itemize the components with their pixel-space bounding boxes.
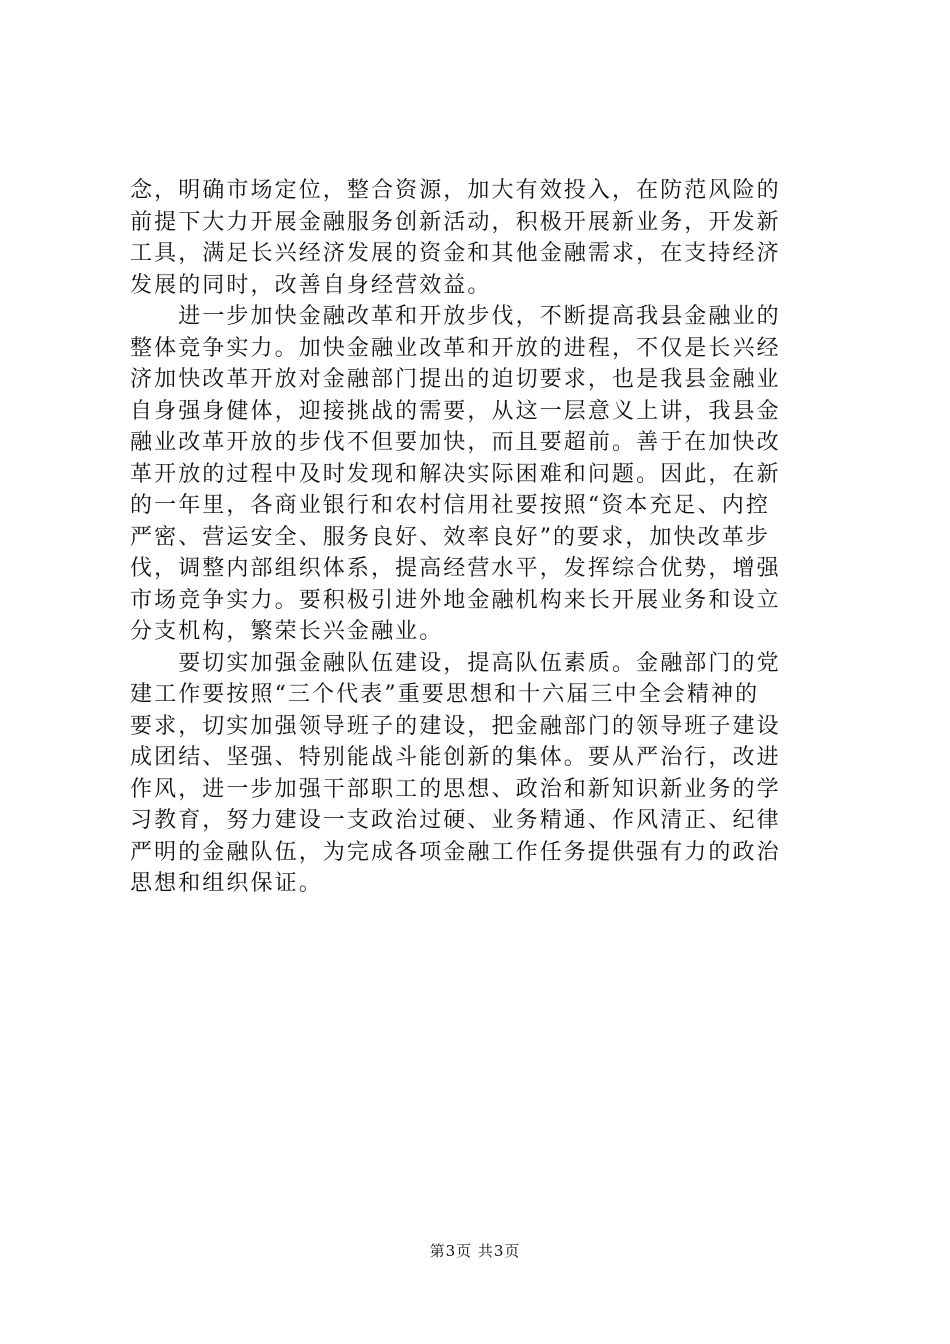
page-footer: 第3页 共3页 [429, 1242, 521, 1260]
text-line: 济加快改革开放对金融部门提出的迫切要求，也是我县金融业 [130, 367, 781, 392]
text-line: 严密、营运安全、服务良好、效率良好”的要求，加快改革步 [130, 524, 770, 550]
text-line: 进一步加快金融改革和开放步伐，不断提高我县金融业的 [130, 304, 781, 329]
text-line: 自身强身健体，迎接挑战的需要，从这一层意义上讲，我县金 [130, 398, 781, 424]
text-line: 思想和组织保证。 [130, 871, 323, 896]
text-line: 前提下大力开展金融服务创新活动，积极开展新业务，开发新 [130, 209, 781, 235]
text-line: 革开放的过程中及时发现和解决实际困难和问题。因此，在新 [130, 461, 781, 487]
text-line: 伐，调整内部组织体系，提高经营水平，发挥综合优势，增强 [130, 556, 781, 581]
text-line: 分支机构，繁荣长兴金融业。 [130, 619, 444, 644]
text-line: 成团结、坚强、特别能战斗能创新的集体。要从严治行，改进 [130, 745, 781, 770]
text-line: 作风，进一步加强干部职工的思想、政治和新知识新业务的学 [130, 776, 781, 802]
text-line: 整体竞争实力。加快金融业改革和开放的进程，不仅是长兴经 [130, 335, 781, 361]
body-text [130, 175, 830, 900]
text-line: 严明的金融队伍，为完成各项金融工作任务提供强有力的政治 [130, 839, 781, 865]
text-line: 念，明确市场定位，整合资源，加大有效投入，在防范风险的 [130, 178, 781, 203]
text-line: 工具，满足长兴经济发展的资金和其他金融需求，在支持经济 [130, 241, 781, 266]
text-line: 市场竞争实力。要积极引进外地金融机构来长开展业务和设立 [130, 587, 781, 613]
text-line: 要求，切实加强领导班子的建设，把金融部门的领导班子建设 [130, 713, 781, 739]
text-line: 建工作要按照“三个代表”重要思想和十六届三中全会精神的 [130, 682, 760, 707]
text-line: 发展的同时，改善自身经营效益。 [130, 272, 492, 298]
text-line: 融业改革开放的步伐不但要加快，而且要超前。善于在加快改 [130, 430, 781, 455]
text-line: 的一年里，各商业银行和农村信用社要按照“资本充足、内控 [130, 493, 770, 518]
text-line: 习教育，努力建设一支政治过硬、业务精通、作风清正、纪律 [130, 808, 781, 833]
text-line: 要切实加强金融队伍建设，提高队伍素质。金融部门的党 [130, 650, 781, 676]
